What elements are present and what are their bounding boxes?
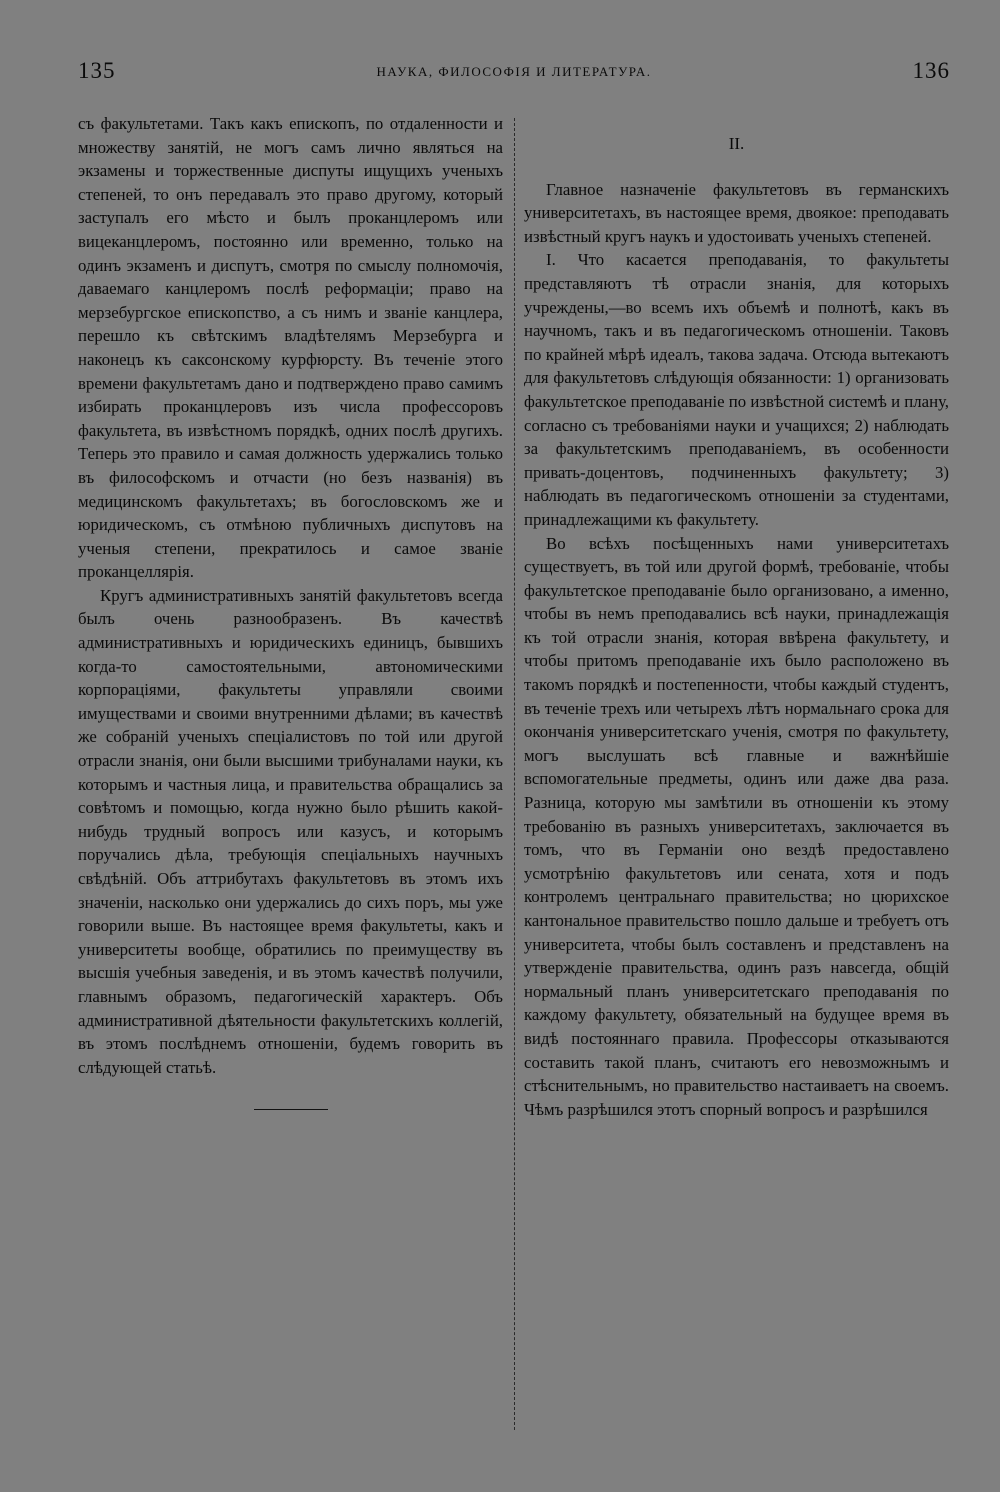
left-page-number: 135 (78, 58, 116, 83)
right-page-number: 136 (912, 58, 950, 83)
section-number: II. (728, 134, 745, 153)
right-column (524, 112, 949, 1121)
left-paragraph-1: съ факультетами. Такъ какъ епископъ, по отдаленности и множеству занятій, не могъ самъ лично являться на экзамены и торжественные диспуты ищущихъ ученыхъ степеней, то онъ передавалъ это право другому, который заступалъ его мѣсто и былъ проканцлеромъ или вицеканцлеромъ, постоянно или временно, только на одинъ экзаменъ и диспутъ, смотря по смыслу полномочія, даваемаго канцлеромъ послѣ реформаціи; право на мерзебургское епископство, а съ нимъ и званіе канцлера, перешло къ свѣтскимъ владѣтелямъ Мерзебурга и наконецъ къ саксонскому курфюрсту. Въ теченіе этого времени факультетамъ дано и подтверждено право самимъ избирать проканцлеровъ изъ числа профессоровъ факультета, въ извѣстномъ порядкѣ, одних послѣ другихъ. Теперь это правило и самая должность удержались только въ философскомъ и отчасти (но безъ названія) въ медицинскомъ факультетахъ; въ богословскомъ же и юридическомъ, съ отмѣною публичныхъ диспутовъ на ученыя степени, прекратилось и самое званіе проканцеллярія. (78, 114, 503, 582)
running-title: НАУКА, ФИЛОСОФІЯ И ЛИТЕРАТУРА. (376, 64, 652, 79)
end-of-article-rule (254, 1109, 328, 1110)
left-column (78, 112, 503, 1110)
right-paragraph-2: I. Что касается преподаванія, то факультеты представляютъ тѣ отрасли знанія, для которыхъ учреждены,—во всемъ ихъ объемѣ и полнотѣ, какъ въ научномъ, такъ и въ педагогическомъ отношеніи. Таковъ по крайней мѣрѣ идеалъ, такова задача. Отсюда вытекаютъ для факультетовъ слѣдующія обязанности: 1) организовать факультетское преподаваніе по извѣстной системѣ и плану, согласно съ требованіями науки и учащихся; 2) наблюдать за факультетскимъ преподаваніемъ, въ особенности привать-доцентовъ, подчиненныхъ факультету; 3) наблюдать въ педагогическомъ отношеніи за студентами, принадлежащими къ факультету. (524, 250, 949, 529)
column-separator (514, 118, 515, 1430)
left-paragraph-2: Кругъ административныхъ занятій факультетовъ всегда былъ очень разнообразенъ. Въ качествѣ административныхъ и юридическихъ единицъ, бывшихъ когда-то самостоятельными, автономическими корпораціями, факультеты управляли своими имуществами и своими внутренними дѣлами; въ качествѣ же собраній ученыхъ спеціалистовъ по той или другой отрасли знанія, они были высшими трибуналами науки, къ которымъ и частныя лица, и правительства обращались за совѣтомъ и помощью, когда нужно было рѣшить какой-нибудь трудный вопросъ или казусъ, и которымъ поручались дѣла, требующія спеціальныхъ научныхъ свѣдѣній. Объ аттрибутахъ факультетовъ въ этомъ ихъ значеніи, насколько они удержались до сихъ поръ, мы уже говорили выше. Въ настоящее время факультеты, какъ и университеты вообще, обратились по преимуществу въ высшія учебныя заведенія, и въ этомъ качествѣ получили, главнымъ образомъ, педагогическій характеръ. Объ административной дѣятельности факультетскихъ коллегій, въ этомъ послѣднемъ отношеніи, будемъ говорить въ слѣдующей статьѣ. (78, 585, 503, 1077)
right-paragraph-1: Главное назначеніе факультетовъ въ германскихъ университетахъ, въ настоящее время, двоякое: преподавать извѣстный кругъ наукъ и удостоивать ученыхъ степеней. (524, 179, 949, 246)
page-header (78, 58, 950, 90)
right-paragraph-3: Во всѣхъ посѣщенныхъ нами университетахъ существуетъ, въ той или другой формѣ, требованіе, чтобы факультетское преподаваніе было организовано, а именно, чтобы въ немъ преподавались всѣ науки, принадлежащія къ той отрасли знанія, которая ввѣрена факультету, и чтобы притомъ преподаваніе ихъ было расположено въ такомъ порядкѣ и постепенности, чтобы каждый студентъ, въ теченіе трехъ или четырехъ лѣтъ нормальнаго срока для окончанія университетскаго ученія, смотря по факультету, могъ выслушать всѣ главные и важнѣйшіе вспомогательные предметы, одинъ или даже два раза. Разница, которую мы замѣтили въ отношеніи къ этому требованію въ разныхъ университетахъ, заключается въ томъ, что въ Германіи оно вездѣ предоставлено усмотрѣнію факультетовъ или сената, хотя и подъ контролемъ центральнаго правительства; но цюрихское кантональное правительство пошло дальше и требуетъ отъ университета, чтобы былъ составленъ и представленъ на утвержденіе правительства, одинъ разъ навсегда, общій нормальный планъ университетскаго преподаванія по каждому факультету, обязательный на будущее время въ видѣ постояннаго правила. Профессоры отказываются составить такой планъ, считаютъ его невозможнымъ и стѣснительнымъ, но правительство настаиваетъ на своемъ. Чѣмъ разрѣшился этотъ спорный вопросъ и разрѣшился (524, 533, 949, 1119)
